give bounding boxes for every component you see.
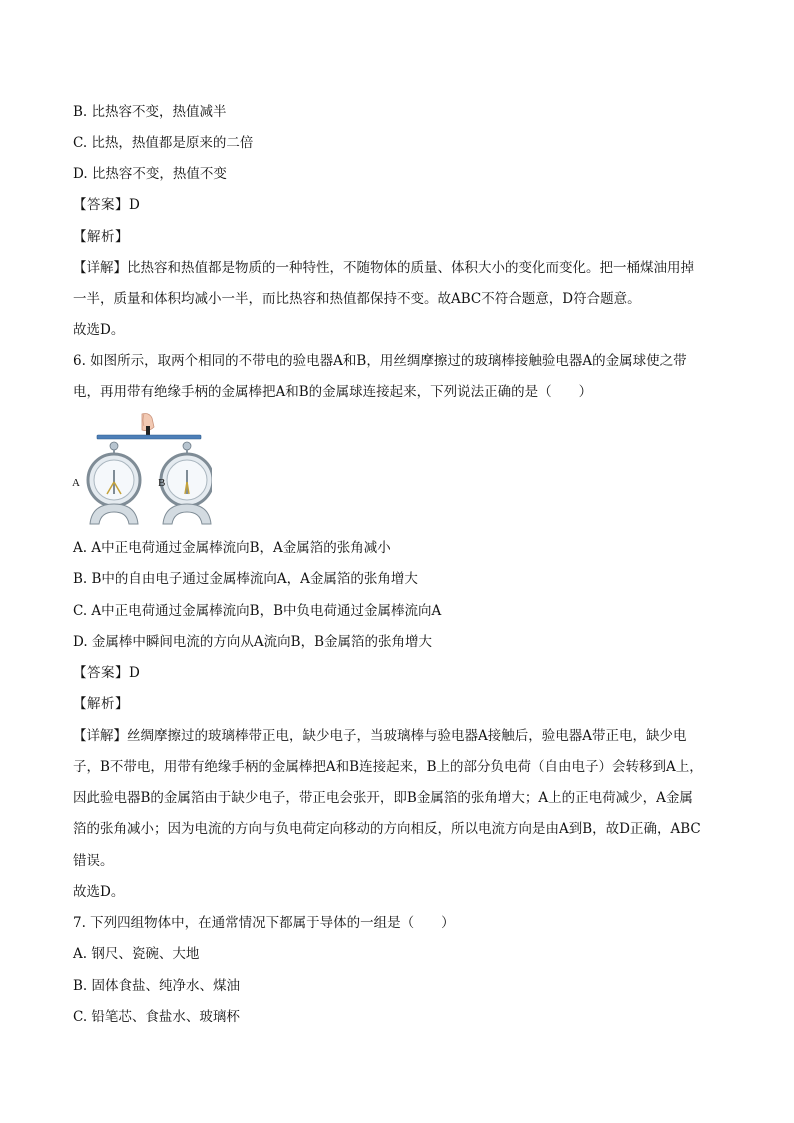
q6-detail-line-3: 因此验电器B的金属箔由于缺少电子，带正电会张开，即B金属箔的张角增大；A上的正电荷减少，A金属 (73, 790, 693, 806)
q5-option-b: B. 比热容不变，热值减半 (73, 104, 227, 120)
q5-option-c: C. 比热，热值都是原来的二倍 (73, 135, 254, 151)
q7-option-c: C. 铅笔芯、食盐水、玻璃杯 (73, 1009, 240, 1025)
q6-detail-line-2: 子，B不带电，用带有绝缘手柄的金属棒把A和B连接起来，B上的部分负电荷（自由电子）会转移到A上， (73, 759, 703, 775)
insulating-handle (146, 426, 150, 435)
q7-option-a: A. 钢尺、瓷碗、大地 (73, 946, 200, 962)
q6-conclusion: 故选D。 (73, 884, 125, 900)
electroscope-b (161, 442, 212, 524)
q6-option-a: A. A中正电荷通过金属棒流向B，A金属箔的张角减小 (73, 540, 391, 556)
q5-analysis-heading: 【解析】 (73, 229, 129, 245)
label-b: B (158, 477, 166, 489)
metal-rod (97, 435, 201, 439)
q6-option-c: C. A中正电荷通过金属棒流向B，B中负电荷通过金属棒流向A (73, 603, 442, 619)
q7-stem: 7. 下列四组物体中，在通常情况下都属于导体的一组是（ ） (73, 915, 455, 931)
q5-conclusion: 故选D。 (73, 322, 125, 338)
q6-detail-line-1: 【详解】丝绸摩擦过的玻璃棒带正电，缺少电子，当玻璃棒与验电器A接触后，验电器A带正电，缺少电 (73, 728, 687, 744)
q5-answer: 【答案】D (73, 197, 141, 213)
q5-option-d: D. 比热容不变，热值不变 (73, 166, 227, 182)
q6-option-b: B. B中的自由电子通过金属棒流向A，A金属箔的张角增大 (73, 571, 418, 587)
q6-detail-line-5: 错误。 (73, 853, 114, 869)
electroscope-figure (72, 412, 212, 530)
q6-stem-line-1: 6. 如图所示，取两个相同的不带电的验电器A和B，用丝绸摩擦过的玻璃棒接触验电器A的金属球使之带 (73, 353, 687, 369)
q6-answer: 【答案】D (73, 665, 141, 681)
label-a: A (72, 477, 80, 489)
q5-detail-line-2: 一半，质量和体积均减小一半，而比热容和热值都保持不变。故ABC不符合题意，D符合题意。 (73, 291, 641, 307)
q6-stem-line-2: 电，再用带有绝缘手柄的金属棒把A和B的金属球连接起来，下列说法正确的是（ ） (73, 384, 593, 400)
q7-option-b: B. 固体食盐、纯净水、煤油 (73, 978, 241, 994)
electroscope-a (88, 442, 140, 524)
q5-detail-line-1: 【详解】比热容和热值都是物质的一种特性，不随物体的质量、体积大小的变化而变化。把一桶煤油用掉 (73, 260, 694, 276)
q6-detail-line-4: 箔的张角减小；因为电流的方向与负电荷定向移动的方向相反，所以电流方向是由A到B，故D正确，ABC (73, 821, 701, 837)
q6-option-d: D. 金属棒中瞬间电流的方向从A流向B，B金属箔的张角增大 (73, 634, 433, 650)
q6-analysis-heading: 【解析】 (73, 696, 129, 712)
